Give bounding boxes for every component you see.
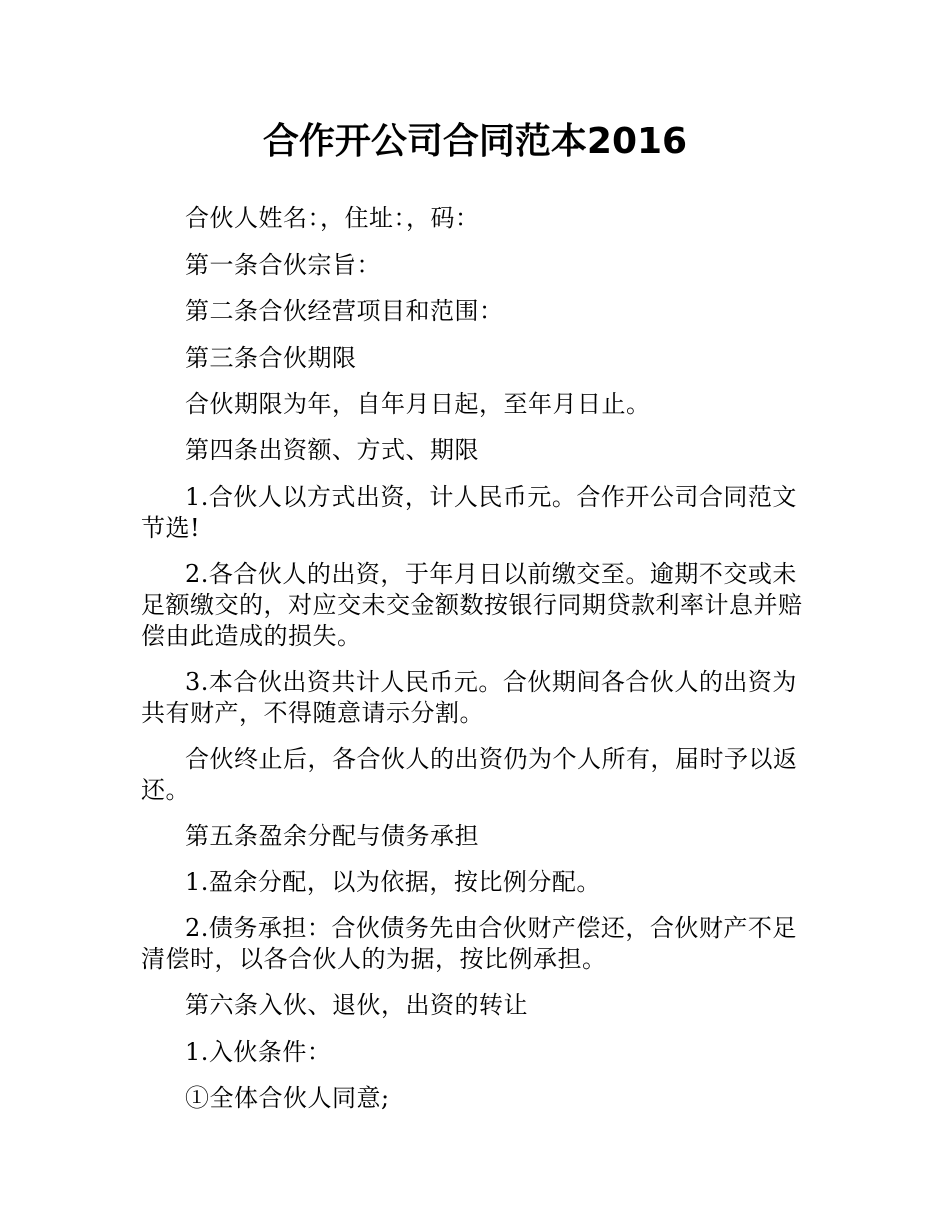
paragraph-article-5: 第五条盈余分配与债务承担 (185, 822, 479, 850)
paragraph-article-4: 第四条出资额、方式、期限 (185, 436, 479, 464)
paragraph-article-2: 第二条合伙经营项目和范围： (185, 297, 504, 325)
paragraph-admission: 1.入伙条件： (185, 1038, 332, 1066)
paragraph-article-6: 第六条入伙、退伙，出资的转让 (185, 991, 528, 1019)
paragraph-surplus: 1.盈余分配，以为依据，按比例分配。 (185, 868, 601, 896)
paragraph-article-1: 第一条合伙宗旨： (185, 251, 381, 279)
paragraph-contribution-3: 3.本合伙出资共计人民币元。合伙期间各合伙人的出资为共有财产，不得随意请示分割。 (141, 668, 797, 727)
document-title: 合作开公司合同范本2016 (262, 121, 688, 162)
paragraph-partner-info: 合伙人姓名：，住址：，码： (185, 204, 480, 232)
paragraph-debt: 2.债务承担：合伙债务先由合伙财产偿还，合伙财产不足清偿时，以各合伙人的为据，按比例承担。 (141, 914, 797, 973)
paragraph-contribution-1: 1.合伙人以方式出资，计人民币元。合作开公司合同范文节选! (141, 483, 797, 542)
paragraph-termination: 合伙终止后，各合伙人的出资仍为个人所有，届时予以返还。 (141, 745, 798, 804)
paragraph-consent: ①全体合伙人同意; (185, 1084, 390, 1112)
paragraph-term: 合伙期限为年，自年月日起，至年月日止。 (185, 390, 651, 418)
paragraph-article-3: 第三条合伙期限 (185, 344, 357, 372)
paragraph-contribution-2: 2.各合伙人的出资，于年月日以前缴交至。逾期不交或未足额缴交的，对应交未交金额数按银行同期贷款利率计息并赔偿由此造成的损失。 (141, 560, 803, 650)
